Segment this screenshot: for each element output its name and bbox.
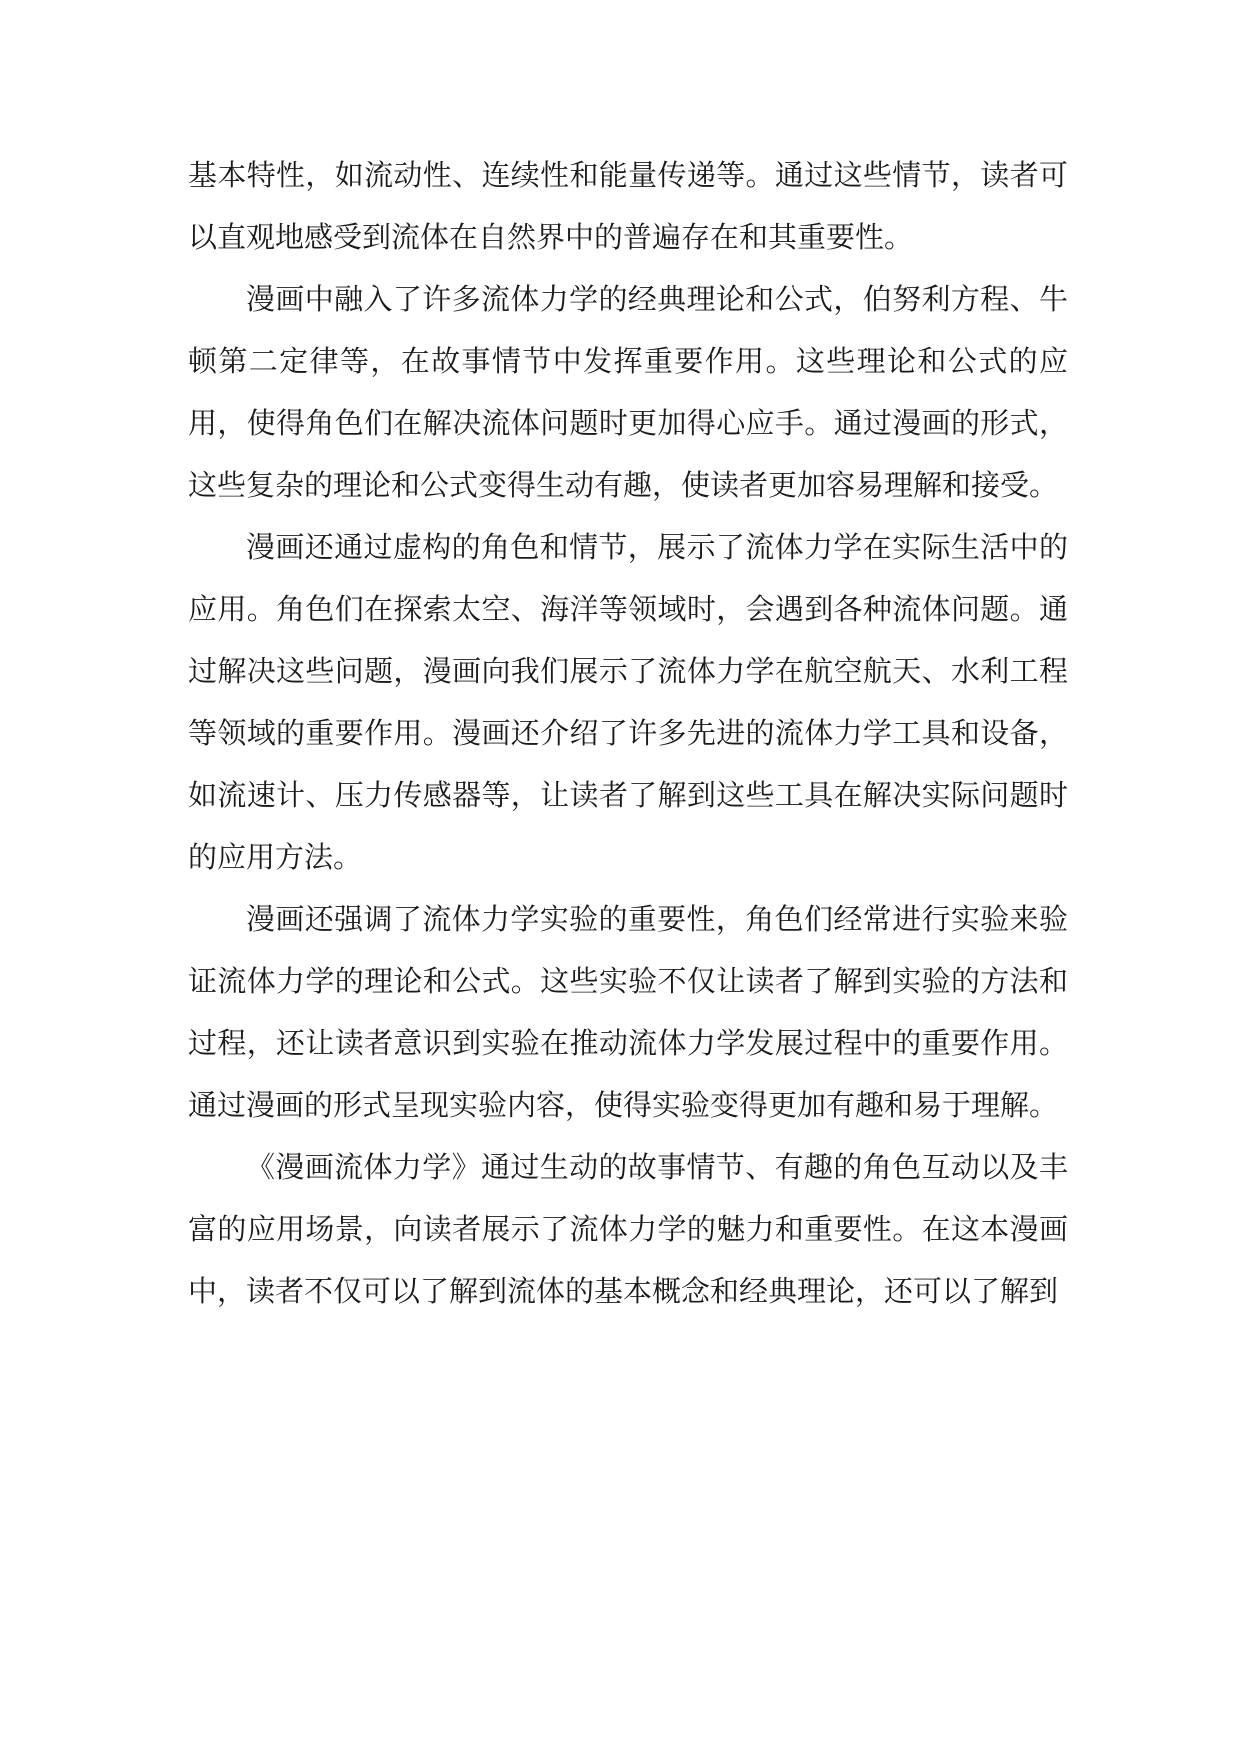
paragraph-summary: 《漫画流体力学》通过生动的故事情节、有趣的角色互动以及丰富的应用场景，向读者展示了流体力学的魅力和重要性。在这本漫画中，读者不仅可以了解到流体的基本概念和经典理论，还可以了解到 bbox=[188, 1150, 1068, 1308]
paragraph-applications: 漫画还通过虚构的角色和情节，展示了流体力学在实际生活中的应用。角色们在探索太空、海洋等领域时，会遇到各种流体问题。通过解决这些问题，漫画向我们展示了流体力学在航空航天、水利工程等领域的重要作用。漫画还介绍了许多先进的流体力学工具和设备，如流速计、压力传感器等，让读者了解到这些工具在解决实际问题时的应用方法。 bbox=[188, 530, 1068, 874]
paragraph-theories: 漫画中融入了许多流体力学的经典理论和公式，伯努利方程、牛顿第二定律等，在故事情节中发挥重要作用。这些理论和公式的应用，使得角色们在解决流体问题时更加得心应手。通过漫画的形式，这些复杂的理论和公式变得生动有趣，使读者更加容易理解和接受。 bbox=[188, 282, 1068, 502]
body-text bbox=[188, 144, 1068, 1322]
paragraph-continuation: 基本特性，如流动性、连续性和能量传递等。通过这些情节，读者可以直观地感受到流体在自然界中的普遍存在和其重要性。 bbox=[188, 158, 1068, 254]
paragraph-experiments: 漫画还强调了流体力学实验的重要性，角色们经常进行实验来验证流体力学的理论和公式。这些实验不仅让读者了解到实验的方法和过程，还让读者意识到实验在推动流体力学发展过程中的重要作用。通过漫画的形式呈现实验内容，使得实验变得更加有趣和易于理解。 bbox=[188, 902, 1068, 1122]
